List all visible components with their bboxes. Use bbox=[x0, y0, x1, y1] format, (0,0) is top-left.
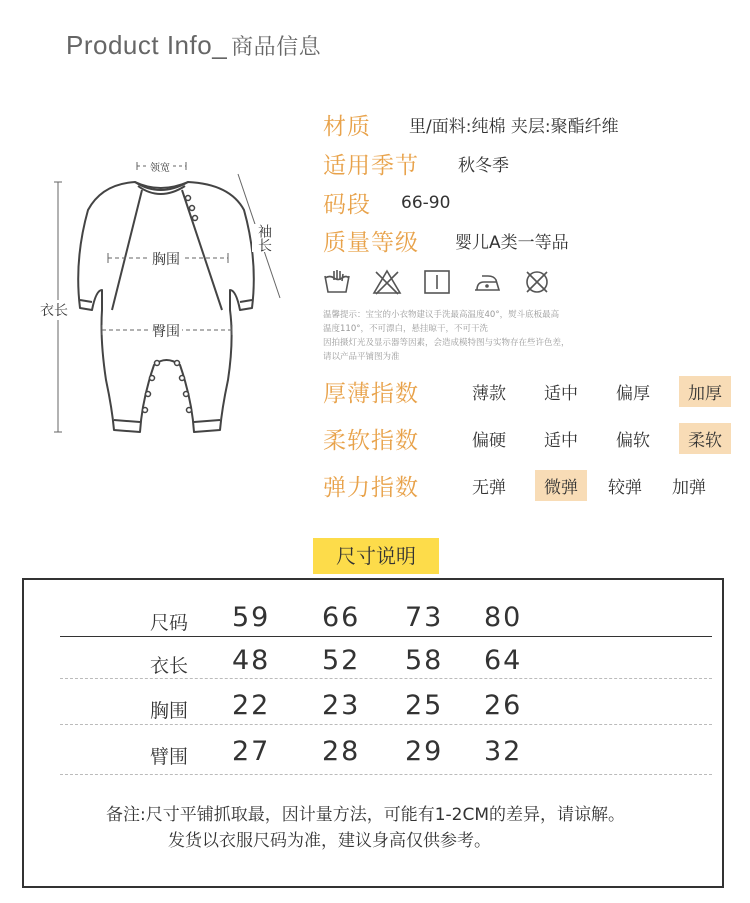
size-row bbox=[60, 641, 712, 681]
size-remark: 发货以衣服尺码为准，建议身高仅供参考。 bbox=[168, 831, 491, 851]
title-cn: 商品信息 bbox=[231, 34, 322, 59]
no-bleach-icon bbox=[372, 268, 402, 296]
size-remark: 备注:尺寸平铺抓取最，因计量方法，可能有1-2CM的差异，请谅解。 bbox=[106, 805, 626, 825]
row-divider bbox=[60, 678, 712, 679]
hip-label: 臀围 bbox=[150, 321, 182, 341]
sleeve-label: 袖长 bbox=[252, 224, 276, 252]
collar-label: 领宽 bbox=[148, 159, 172, 174]
care-icons bbox=[322, 268, 552, 296]
note-line: 因拍摄灯光及显示器等因素，会造成模特图与实物存在些许色差， bbox=[323, 338, 570, 348]
index-option: 无弹 bbox=[472, 478, 506, 498]
attr-season bbox=[323, 147, 509, 180]
elasticity-index bbox=[323, 469, 725, 502]
note-line: 温馨提示：宝宝的小衣物建议手洗最高温度40°，熨斗底板最高 bbox=[323, 310, 560, 320]
index-option: 加弹 bbox=[672, 478, 706, 498]
size-row-label: 胸围 bbox=[150, 700, 189, 722]
size-cell: 29 bbox=[405, 736, 444, 767]
size-cell: 64 bbox=[484, 645, 523, 676]
size-cell: 32 bbox=[484, 736, 523, 767]
size-cell: 59 bbox=[232, 602, 271, 633]
romper-outline bbox=[30, 150, 300, 470]
size-cell: 66 bbox=[322, 602, 361, 633]
hand-wash-icon bbox=[322, 268, 352, 296]
index-option: 薄款 bbox=[472, 384, 506, 404]
size-cell: 25 bbox=[405, 690, 444, 721]
length-label: 衣长 bbox=[38, 300, 70, 320]
size-row-label: 尺码 bbox=[150, 612, 189, 634]
size-cell: 26 bbox=[484, 690, 523, 721]
size-cell: 28 bbox=[322, 736, 361, 767]
size-row bbox=[60, 686, 712, 726]
size-cell: 73 bbox=[405, 602, 444, 633]
iron-icon bbox=[472, 268, 502, 296]
size-cell: 80 bbox=[484, 602, 523, 633]
index-option: 较弹 bbox=[608, 478, 642, 498]
tumble-dry-icon bbox=[422, 268, 452, 296]
index-option: 适中 bbox=[544, 384, 578, 404]
size-table bbox=[22, 578, 724, 888]
size-cell: 27 bbox=[232, 736, 271, 767]
attr-key: 适用季节 bbox=[323, 153, 419, 179]
title-en: Product Info_ bbox=[66, 30, 228, 60]
note-line: 请以产品平铺图为准 bbox=[323, 352, 400, 362]
size-cell: 52 bbox=[322, 645, 361, 676]
size-row bbox=[60, 732, 712, 772]
softness-index bbox=[323, 422, 731, 455]
attr-quality bbox=[323, 224, 569, 257]
thickness-index bbox=[323, 375, 731, 408]
attr-value: 里/面料:纯棉 夹层:聚酯纤维 bbox=[409, 117, 619, 137]
header-divider bbox=[60, 636, 712, 637]
index-option-selected: 加厚 bbox=[679, 376, 731, 407]
garment-diagram bbox=[30, 150, 300, 470]
attr-key: 质量等级 bbox=[323, 230, 419, 256]
size-row-label: 衣长 bbox=[150, 655, 189, 677]
size-cell: 23 bbox=[322, 690, 361, 721]
size-cell: 22 bbox=[232, 690, 271, 721]
attr-value: 66-90 bbox=[401, 192, 451, 213]
index-option-selected: 微弹 bbox=[535, 470, 587, 501]
size-cell: 48 bbox=[232, 645, 271, 676]
index-option: 适中 bbox=[544, 431, 578, 451]
size-row-label: 臂围 bbox=[150, 746, 189, 768]
attr-value: 婴儿A类一等品 bbox=[455, 233, 569, 253]
note-line: 温度110°，不可漂白，悬挂晾干，不可干洗 bbox=[323, 324, 488, 334]
index-option: 偏厚 bbox=[616, 384, 650, 404]
size-banner: 尺寸说明 bbox=[313, 538, 439, 574]
no-dry-clean-icon bbox=[522, 268, 552, 296]
index-key: 柔软指数 bbox=[323, 428, 419, 454]
index-option-selected: 柔软 bbox=[679, 423, 731, 454]
attr-size-range bbox=[323, 186, 450, 219]
row-divider bbox=[60, 774, 712, 775]
page-title bbox=[66, 30, 321, 61]
row-divider bbox=[60, 724, 712, 725]
attr-key: 材质 bbox=[323, 114, 371, 140]
attr-material bbox=[323, 108, 619, 141]
index-key: 弹力指数 bbox=[323, 475, 419, 501]
attr-key: 码段 bbox=[323, 192, 371, 218]
index-key: 厚薄指数 bbox=[323, 381, 419, 407]
index-option: 偏硬 bbox=[472, 431, 506, 451]
size-cell: 58 bbox=[405, 645, 444, 676]
chest-label: 胸围 bbox=[150, 249, 182, 269]
size-row bbox=[60, 598, 712, 638]
index-option: 偏软 bbox=[616, 431, 650, 451]
attr-value: 秋冬季 bbox=[458, 156, 509, 176]
care-note bbox=[323, 308, 633, 364]
